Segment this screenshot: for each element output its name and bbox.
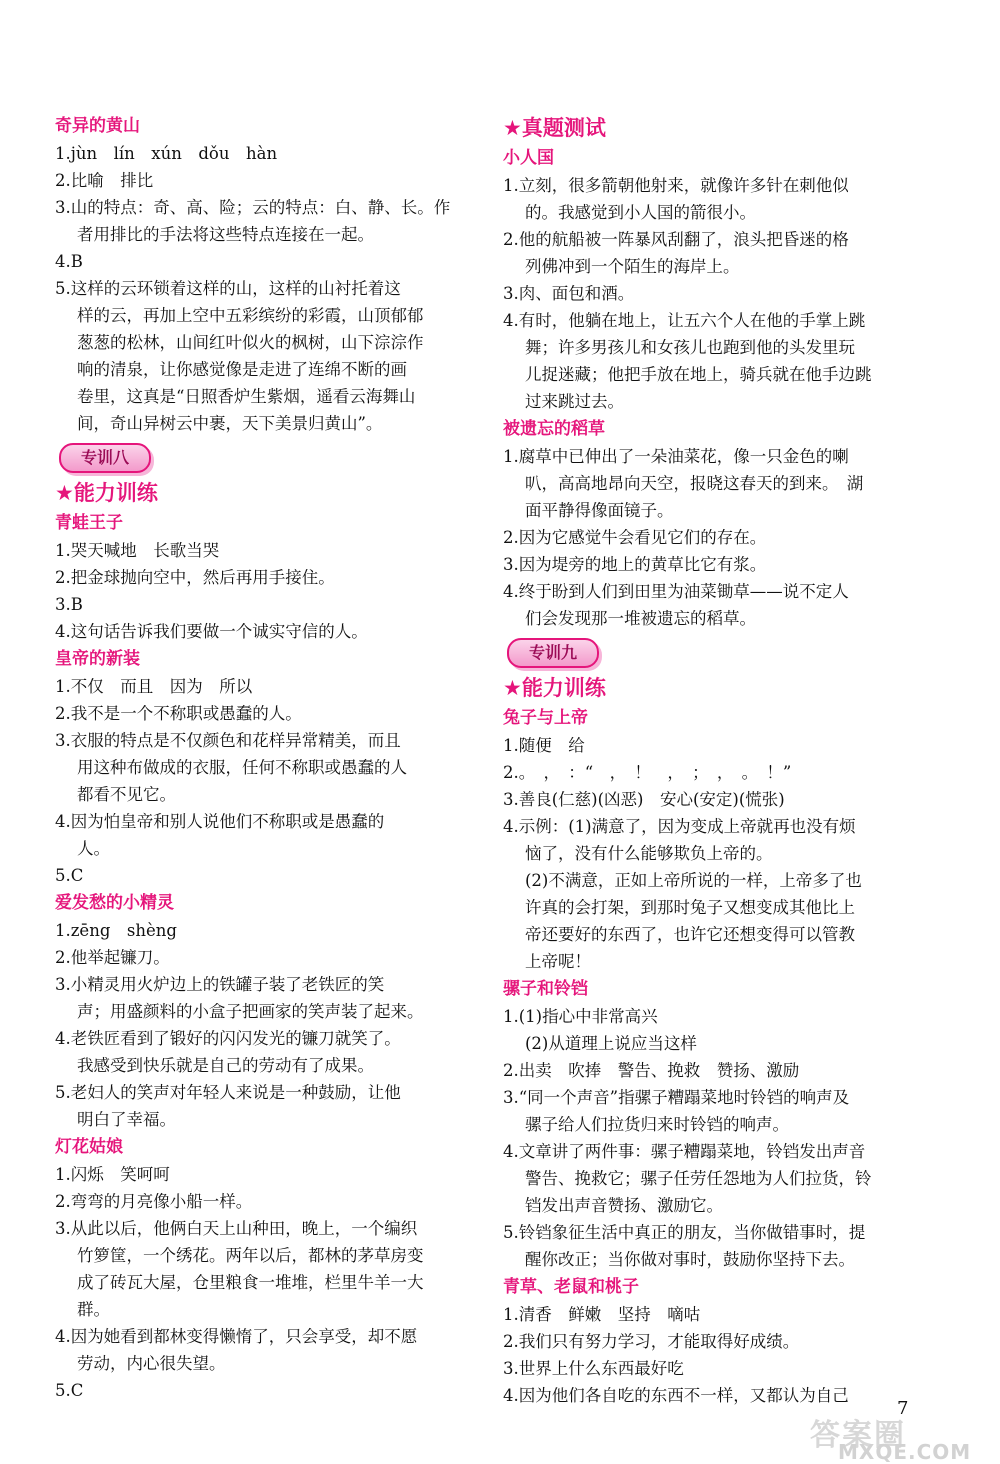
answer-line: (2)从道理上说应当这样: [525, 1034, 697, 1053]
answer-line: 3.“同一个声音”指骡子糟蹋菜地时铃铛的响声及: [503, 1088, 850, 1107]
section-title: 骡子和铃铛: [503, 979, 588, 999]
answer-line: 我感受到快乐就是自己的劳动有了成果。: [77, 1056, 374, 1075]
answer-line: 列佛冲到一个陌生的海岸上。: [525, 257, 740, 276]
answer-line: 4.B: [55, 252, 83, 271]
answer-lines: [503, 1003, 923, 1273]
section-title: 小人国: [503, 148, 554, 168]
answer-line: 卷里，这真是“日照香炉生紫烟，遥看云海舞山: [77, 387, 416, 406]
answer-line: 都看不见它。: [77, 785, 176, 804]
answer-line: 3.山的特点：奇、高、险；云的特点：白、静、长。作: [55, 198, 451, 217]
answer-line: 3.B: [55, 595, 83, 614]
watermark-site: MXQE.COM: [838, 1440, 972, 1464]
answer-line: 3.因为堤旁的地上的黄草比它有浆。: [503, 555, 767, 574]
answer-line: (2)不满意，正如上帝所说的一样，上帝多了也: [525, 871, 862, 890]
answer-line: 2.我们只有努力学习，才能取得好成绩。: [503, 1332, 800, 1351]
answer-line: 1.清香 鲜嫩 坚持 嘀咕: [503, 1305, 701, 1324]
answer-lines: [55, 1161, 475, 1404]
answer-lines: [503, 172, 923, 415]
practice-heading: ★能力训练: [55, 481, 158, 505]
answer-line: 3.小精灵用火炉边上的铁罐子装了老铁匠的笑: [55, 975, 385, 994]
answer-line: 者用排比的手法将这些特点连接在一起。: [77, 225, 374, 244]
answer-line: 1.哭天喊地 长歌当哭: [55, 541, 220, 560]
answer-line: 样的云，再加上空中五彩缤纷的彩霞，山顶郁郁: [77, 306, 424, 325]
answer-lines: [55, 140, 475, 437]
answer-line: 1.随便 给: [503, 736, 585, 755]
answer-line: 5.这样的云环锁着这样的山，这样的山衬托着这: [55, 279, 401, 298]
answer-line: 成了砖瓦大屋，仓里粮食一堆堆，栏里牛羊一大: [77, 1273, 424, 1292]
answer-line: 4.因为她看到都林变得懒惰了，只会享受，却不愿: [55, 1327, 418, 1346]
answer-line: 2.把金球抛向空中，然后再用手接住。: [55, 568, 335, 587]
answer-line: 上帝呢！: [525, 952, 591, 971]
answer-section: [55, 891, 475, 1133]
answer-lines: [503, 443, 923, 632]
answer-line: 铛发出声音赞扬、激励它。: [525, 1196, 723, 1215]
answer-line: 1.闪烁 笑呵呵: [55, 1165, 170, 1184]
answer-line: 间，奇山异树云中裹，天下美景归黄山”。: [77, 414, 383, 433]
answer-section: [503, 146, 923, 415]
unit-badge-wrap: [503, 632, 923, 672]
answer-line: 1.(1)指心中非常高兴: [503, 1007, 658, 1026]
answer-line: 们会发现那一堆被遗忘的稻草。: [525, 609, 756, 628]
answer-line: 1.立刻，很多箭朝他射来，就像许多针在刺他似: [503, 176, 849, 195]
answer-line: 醒你改正；当你做对事时，鼓励你坚持下去。: [525, 1250, 855, 1269]
answer-line: 5.铃铛象征生活中真正的朋友，当你做错事时，提: [503, 1223, 866, 1242]
section-title: 被遗忘的稻草: [503, 419, 605, 439]
answer-line: 许真的会打架，到那时兔子又想变成其他比上: [525, 898, 855, 917]
answer-lines: [55, 673, 475, 889]
answer-line: 警告、挽救它；骡子任劳任怨地为人们拉货，铃: [525, 1169, 872, 1188]
section-title: 灯花姑娘: [55, 1137, 123, 1157]
section-title: 奇异的黄山: [55, 116, 140, 136]
answer-line: 过来跳过去。: [525, 392, 624, 411]
answer-line: 5.老妇人的笑声对年轻人来说是一种鼓励，让他: [55, 1083, 401, 1102]
unit-badge-wrap: [55, 437, 475, 477]
answer-line: 用这种布做成的衣服，任何不称职或愚蠢的人: [77, 758, 407, 777]
practice-heading: ★真题测试: [503, 116, 606, 140]
answer-line: 竹箩筐，一个绣花。两年以后，都林的茅草房变: [77, 1246, 424, 1265]
answer-line: 的。我感觉到小人国的箭很小。: [525, 203, 756, 222]
answer-line: 劳动，内心很失望。: [77, 1354, 226, 1373]
watermark-mark: 答案圈: [810, 1418, 906, 1453]
answer-lines: [55, 537, 475, 645]
unit-badge: 专训九: [507, 638, 599, 668]
answer-line: 声；用盛颜料的小盒子把画家的笑声装了起来。: [77, 1002, 424, 1021]
unit-badge: 专训八: [59, 443, 151, 473]
answer-line: 2.弯弯的月亮像小船一样。: [55, 1192, 253, 1211]
section-title: 兔子与上帝: [503, 708, 588, 728]
right-column: [503, 112, 923, 1409]
section-title: 爱发愁的小精灵: [55, 893, 174, 913]
answer-line: 舞；许多男孩儿和女孩儿也跑到他的头发里玩: [525, 338, 855, 357]
answer-line: 4.文章讲了两件事：骡子糟蹋菜地，铃铛发出声音: [503, 1142, 866, 1161]
answer-line: 3.肉、面包和酒。: [503, 284, 635, 303]
answer-line: 1.zēng shèng: [55, 921, 177, 940]
answer-section: [55, 114, 475, 437]
answer-line: 响的清泉，让你感觉像是走进了连绵不断的画: [77, 360, 407, 379]
answer-line: 2.。 ， ：“ ， ！ ， ； ， 。 ！”: [503, 763, 792, 782]
answer-line: 2.我不是一个不称职或愚蠢的人。: [55, 704, 302, 723]
answer-line: 5.C: [55, 866, 84, 885]
practice-heading: ★能力训练: [503, 676, 606, 700]
answer-line: 2.因为它感觉牛会看见它们的存在。: [503, 528, 767, 547]
answer-line: 3.善良(仁慈)(凶恶) 安心(安定)(慌张): [503, 790, 785, 809]
answer-lines: [503, 1301, 923, 1409]
answer-section: [503, 1275, 923, 1409]
answer-section: [55, 647, 475, 889]
answer-line: 群。: [77, 1300, 110, 1319]
answer-line: 2.他举起镰刀。: [55, 948, 170, 967]
answer-line: 1.腐草中已伸出了一朵油菜花，像一只金色的喇: [503, 447, 849, 466]
answer-line: 人。: [77, 839, 110, 858]
answer-line: 3.衣服的特点是不仅颜色和花样异常精美，而且: [55, 731, 401, 750]
answer-line: 1.jùn lín xún dǒu hàn: [55, 144, 278, 163]
answer-line: 儿捉迷藏；他把手放在地上，骑兵就在他手边跳: [525, 365, 872, 384]
answer-section: [503, 706, 923, 975]
section-title: 青蛙王子: [55, 513, 123, 533]
answer-line: 骡子给人们拉货归来时铃铛的响声。: [525, 1115, 789, 1134]
answer-line: 2.出卖 吹捧 警告、挽救 赞扬、激励: [503, 1061, 800, 1080]
answer-lines: [503, 732, 923, 975]
answer-line: 葱葱的松林，山间红叶似火的枫树，山下淙淙作: [77, 333, 424, 352]
answer-line: 4.这句话告诉我们要做一个诚实守信的人。: [55, 622, 368, 641]
page-number: 7: [897, 1398, 909, 1419]
answer-line: 叭，高高地昂向天空，报晓这春天的到来。 湖: [525, 474, 864, 493]
answer-line: 3.从此以后，他俩白天上山种田，晚上，一个编织: [55, 1219, 418, 1238]
answer-line: 2.他的航船被一阵暴风刮翻了，浪头把昏迷的格: [503, 230, 849, 249]
answer-line: 2.比喻 排比: [55, 171, 154, 190]
answer-line: 1.不仅 而且 因为 所以: [55, 677, 253, 696]
answer-line: 4.示例：(1)满意了，因为变成上帝就再也没有烦: [503, 817, 856, 836]
left-column: [55, 112, 475, 1404]
answer-section: [503, 417, 923, 632]
answer-line: 3.世界上什么东西最好吃: [503, 1359, 684, 1378]
answer-line: 4.因为他们各自吃的东西不一样，又都认为自己: [503, 1386, 849, 1405]
answer-line: 面平静得像面镜子。: [525, 501, 674, 520]
answer-line: 5.C: [55, 1381, 84, 1400]
answer-section: [55, 511, 475, 645]
answer-line: 4.终于盼到人们到田里为油菜锄草——说不定人: [503, 582, 849, 601]
answer-lines: [55, 917, 475, 1133]
answer-line: 4.因为怕皇帝和别人说他们不称职或是愚蠢的: [55, 812, 385, 831]
watermark-logo: [800, 1410, 1000, 1463]
answer-line: 恼了，没有什么能够欺负上帝的。: [525, 844, 773, 863]
section-title: 青草、老鼠和桃子: [503, 1277, 639, 1297]
answer-line: 明白了幸福。: [77, 1110, 176, 1129]
answer-line: 4.有时，他躺在地上，让五六个人在他的手掌上跳: [503, 311, 866, 330]
answer-section: [503, 977, 923, 1273]
answer-line: 帝还要好的东西了，也许它还想变得可以管教: [525, 925, 855, 944]
answer-line: 4.老铁匠看到了锻好的闪闪发光的镰刀就笑了。: [55, 1029, 401, 1048]
answer-section: [55, 1135, 475, 1404]
section-title: 皇帝的新装: [55, 649, 140, 669]
